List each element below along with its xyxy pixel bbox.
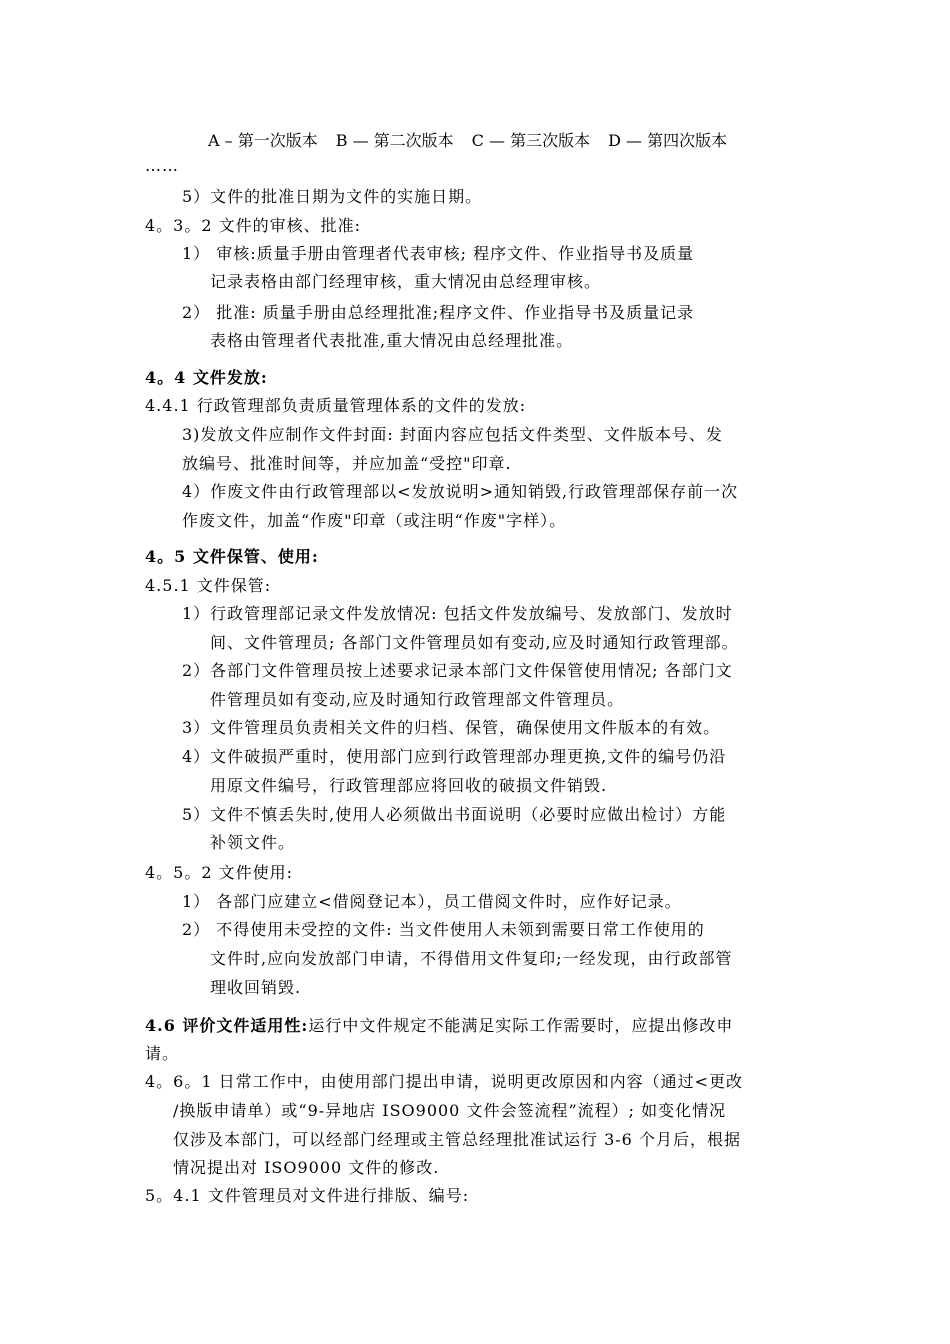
- paragraph-line: 1） 审核:质量手册由管理者代表审核; 程序文件、作业指导书及质量: [182, 244, 695, 263]
- section-heading-4-6-text: 运行中文件规定不能满足实际工作需要时，应提出修改申: [308, 1016, 734, 1035]
- paragraph-line: 表格由管理者代表批准,重大情况由总经理批准。: [210, 331, 574, 350]
- paragraph-line: 补领文件。: [210, 833, 296, 852]
- paragraph-line: 3)发放文件应制作文件封面: 封面内容应包括文件类型、文件版本号、发: [182, 425, 723, 444]
- paragraph-line: 放编号、批准时间等，并应加盖“受控"印章.: [182, 454, 512, 473]
- version-d: D — 第四次版本: [608, 131, 728, 150]
- version-b: B — 第二次版本: [335, 131, 454, 150]
- version-a: A – 第一次版本: [208, 131, 318, 150]
- paragraph-line: 情况提出对 ISO9000 文件的修改.: [173, 1158, 440, 1177]
- section-heading-4-6-label: 4.6 评价文件适用性:: [145, 1016, 309, 1035]
- paragraph-line: 5）文件的批准日期为文件的实施日期。: [182, 187, 483, 206]
- version-c: C — 第三次版本: [471, 131, 591, 150]
- section-heading-4-3-2: 4。3。2 文件的审核、批准:: [145, 216, 362, 235]
- paragraph-line: 3）文件管理员负责相关文件的归档、保管，确保使用文件版本的有效。: [182, 718, 721, 737]
- paragraph-line: 2） 批准: 质量手册由总经理批准;程序文件、作业指导书及质量记录: [182, 303, 695, 322]
- paragraph-line: 文件时,应向发放部门申请，不得借用文件复印;一经发现，由行政部管: [210, 949, 733, 968]
- section-heading-4-5-1: 4.5.1 文件保管:: [145, 576, 272, 595]
- paragraph-line: 仅涉及本部门，可以经部门经理或主管总经理批准试运行 3-6 个月后，根据: [173, 1130, 741, 1149]
- paragraph-line: 用原文件编号，行政管理部应将回收的破损文件销毁.: [210, 776, 608, 795]
- paragraph-line: 1） 各部门应建立<借阅登记本），员工借阅文件时，应作好记录。: [182, 892, 682, 911]
- section-heading-5-4-1: 5。4.1 文件管理员对文件进行排版、编号:: [145, 1186, 470, 1205]
- section-heading-4-4-1: 4.4.1 行政管理部负责质量管理体系的文件的发放:: [145, 396, 527, 415]
- paragraph-line: 4）文件破损严重时，使用部门应到行政管理部办理更换,文件的编号仍沿: [182, 747, 727, 766]
- paragraph-line: 2） 不得使用未受控的文件: 当文件使用人未领到需要日常工作使用的: [182, 920, 705, 939]
- paragraph-line: 理收回销毁.: [210, 978, 302, 997]
- paragraph-line: /换版申请单）或“9-异地店 ISO9000 文件会签流程”流程）; 如变化情况: [173, 1101, 727, 1120]
- version-legend: [208, 131, 727, 151]
- paragraph-line: 请。: [145, 1044, 180, 1063]
- section-heading-4-4: 4。4 文件发放:: [145, 368, 268, 387]
- paragraph-line: 作废文件，加盖“作废"印章（或注明“作废"字样）。: [182, 511, 567, 530]
- paragraph-line: 1）行政管理部记录文件发放情况: 包括文件发放编号、发放部门、发放时: [182, 604, 733, 623]
- paragraph-line: 记录表格由部门经理审核，重大情况由总经理审核。: [210, 272, 602, 291]
- section-heading-4-5-2: 4。5。2 文件使用:: [145, 863, 294, 882]
- section-heading-4-6: [145, 1016, 733, 1036]
- section-heading-4-5: 4。5 文件保管、使用:: [145, 547, 319, 566]
- paragraph-line: 4。6。1 日常工作中，由使用部门提出申请，说明更改原因和内容（通过<更改: [145, 1072, 744, 1091]
- paragraph-line: 件管理员如有变动,应及时通知行政管理部文件管理员。: [210, 690, 625, 709]
- ellipsis: ……: [145, 156, 179, 175]
- paragraph-line: 5）文件不慎丢失时,使用人必须做出书面说明（必要时应做出检讨）方能: [182, 805, 727, 824]
- paragraph-line: 间、文件管理员; 各部门文件管理员如有变动,应及时通知行政管理部。: [210, 633, 739, 652]
- paragraph-line: 4）作废文件由行政管理部以<发放说明>通知销毁,行政管理部保存前一次: [182, 482, 739, 501]
- paragraph-line: 2）各部门文件管理员按上述要求记录本部门文件保管使用情况; 各部门文: [182, 661, 733, 680]
